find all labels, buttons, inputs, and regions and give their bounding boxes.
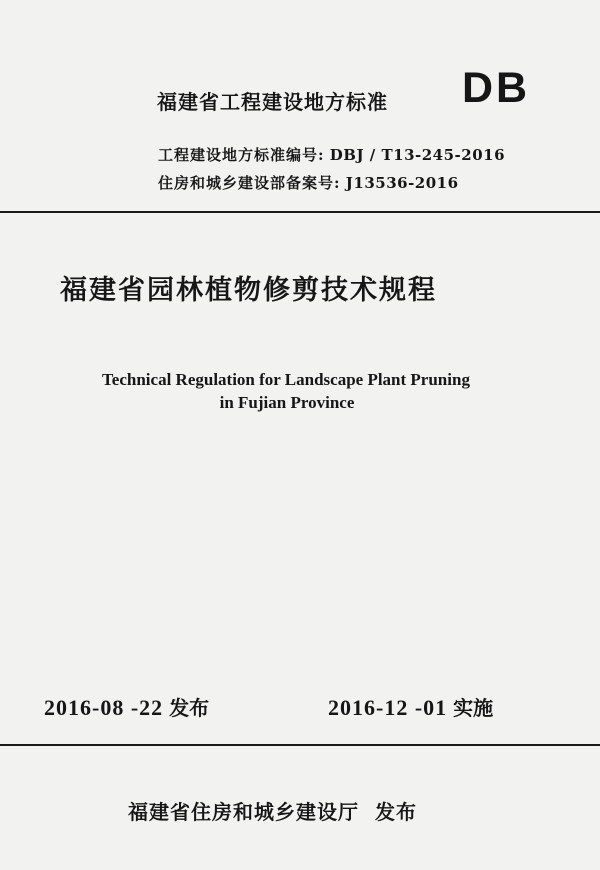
standard-category: 福建省工程建设地方标准: [157, 90, 388, 114]
standard-number-label: 工程建设地方标准编号:: [158, 146, 325, 164]
top-divider: [0, 211, 600, 213]
document-title-zh: 福建省园林植物修剪技术规程: [60, 275, 437, 306]
publisher-line: [128, 796, 417, 825]
standard-number-line: [158, 144, 505, 165]
document-title-en-line1: Technical Regulation for Landscape Plant Pruning: [102, 370, 470, 389]
publish-label: 发布: [375, 800, 417, 824]
document-title-en-line2: in Fujian Province: [219, 393, 355, 412]
standard-number: DBJ / T13-245-2016: [329, 146, 506, 164]
issue-date: 2016-08 -22: [44, 695, 164, 720]
implement-date: 2016-12 -01: [328, 695, 448, 720]
implement-date-line: [328, 692, 493, 721]
db-mark: DB: [462, 64, 531, 112]
filing-number: J13536-2016: [345, 174, 459, 192]
publisher-name: 福建省住房和城乡建设厅: [128, 800, 359, 824]
document-title-en: [0, 368, 600, 414]
filing-number-label: 住房和城乡建设部备案号:: [158, 174, 341, 192]
issue-label: 发布: [169, 696, 210, 720]
issue-date-line: [44, 692, 209, 721]
filing-number-line: [158, 172, 459, 193]
bottom-divider: [0, 744, 600, 746]
implement-label: 实施: [453, 696, 494, 720]
